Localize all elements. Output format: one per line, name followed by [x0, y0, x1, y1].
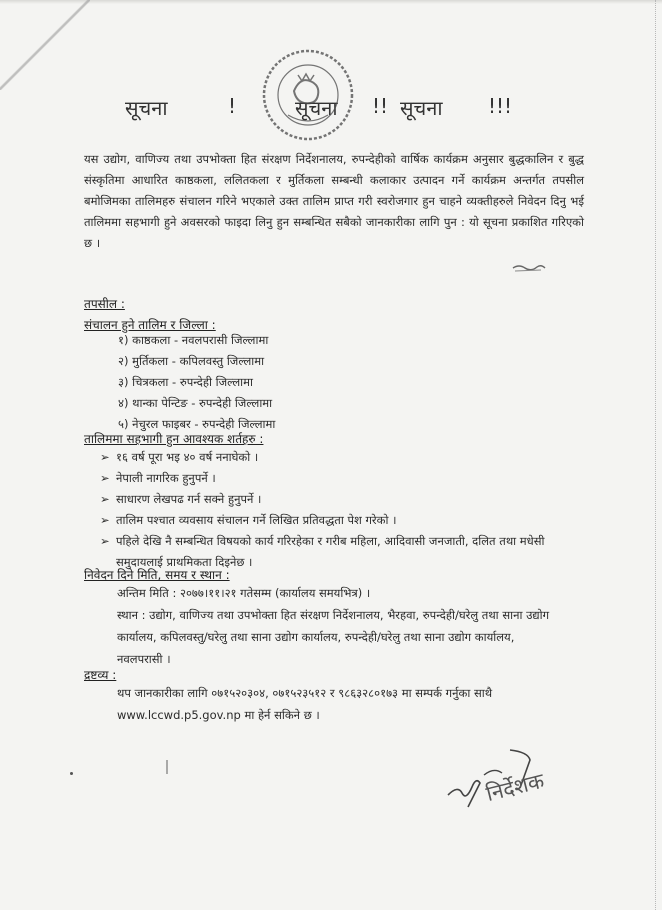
- condition-text: साधारण लेखपढ गर्न सक्ने हुनुपर्ने ।: [116, 492, 262, 506]
- note-text: थप जानकारीका लागि ०७१५२०३०४, ०७१५२३५१२ र ९८६३२८०१७३ मा सम्पर्क गर्नुका साथै www.lccwd.p5.gov.np मा हेर्न सकिने छ ।: [117, 686, 493, 722]
- office-seal-stamp: [258, 45, 358, 145]
- heading-word-3: सूचना: [400, 96, 443, 120]
- training-item: १) काष्ठकला - नवलपरासी जिल्लामा: [118, 333, 269, 347]
- bullet-arrow-icon: ➢: [100, 513, 110, 527]
- ink-scribble: [512, 263, 546, 273]
- conditions-list: [100, 447, 571, 573]
- heading-mark-1: !: [228, 94, 237, 118]
- stray-dot: [70, 772, 73, 775]
- scan-edge: [0, 0, 662, 4]
- application-label: निवेदन दिने मिति, समय र स्थान :: [84, 568, 230, 582]
- condition-item: [100, 447, 571, 468]
- condition-text: पहिले देखि नै सम्बन्धित विषयको कार्य गरिरहेका र गरीब महिला, आदिवासी जनजाती, दलित तथा मधेसी समुदायलाई प्राथमिकता दिइनेछ ।: [116, 534, 545, 569]
- intro-paragraph: यस उद्योग, वाणिज्य तथा उपभोक्ता हित संरक्षण निर्देशनालय, रुपन्देहीको वार्षिक कार्यक्रम अनुसार बुद्धकालिन र बुद्ध संस्कृतिमा आधारित काष्ठकला, ललितकला र मुर्तिकला सम्बन्धी कलाकार उत्पादन गर्ने कार्यक्रम अन्तर्गत तपसील बमोजिमका तालिमहरु संचालन गरिने भएकाले उक्त तालिम प्राप्त गरी स्वरोजगार हुन चाहने व्यक्तीहरुले निवेदन दिनु भई तालिममा सहभागी हुने अवसरको फाइदा लिनु हुन सम्बन्धित सबैको जानकारीका लागि पुन : यो सूचना प्रकाशित गरिएको छ ।: [84, 151, 584, 250]
- corner-fold-mark: [0, 0, 90, 90]
- condition-text: नेपाली नागरिक हुनुपर्ने ।: [116, 471, 216, 485]
- training-item: ५) नेचुरल फाइबर - रुपन्देही जिल्लामा: [118, 417, 276, 431]
- trainings-label: संचालन हुने तालिम र जिल्ला :: [84, 318, 216, 332]
- signature-title: निर्देशक: [483, 768, 547, 807]
- heading-mark-2: !!: [372, 94, 389, 118]
- location-text: स्थान : उद्योग, वाणिज्य तथा उपभोक्ता हित संरक्षण निर्देशनालय, भैरहवा, रुपन्देही/घरेलु तथा साना उद्योग कार्यालय, कपिलवस्तु/घरेलु तथा साना उद्योग कार्यालय, रुपन्देही/घरेलु तथा साना उद्योग कार्यालय, नवलपरासी ।: [117, 608, 550, 666]
- condition-text: १६ वर्ष पूरा भइ ४० वर्ष ननाघेको ।: [116, 450, 259, 464]
- note-label: द्रष्टव्य :: [84, 668, 117, 682]
- deadline-text: अन्तिम मिति : २०७७।११।२१ गतेसम्म (कार्यालय समयभित्र) ।: [117, 586, 371, 600]
- stray-ink-mark: [165, 760, 169, 774]
- bullet-arrow-icon: ➢: [100, 534, 110, 548]
- heading-word-2: सूचना: [295, 96, 338, 120]
- bullet-arrow-icon: ➢: [100, 450, 110, 464]
- bullet-arrow-icon: ➢: [100, 471, 110, 485]
- condition-item: [100, 489, 571, 510]
- training-item: ३) चित्रकला - रुपन्देही जिल्लामा: [118, 375, 253, 389]
- heading-word-1: सूचना: [125, 96, 168, 120]
- condition-item: [100, 510, 571, 531]
- bullet-arrow-icon: ➢: [100, 492, 110, 506]
- details-label: तपसील :: [84, 297, 125, 311]
- trainings-list: [118, 330, 275, 435]
- condition-item: [100, 468, 571, 489]
- heading-mark-3: !!!: [488, 94, 513, 118]
- page-edge-line: [654, 0, 656, 910]
- conditions-label: तालिममा सहभागी हुन आवश्यक शर्तहरु :: [84, 432, 264, 446]
- training-item: ४) थान्का पेन्टिङ - रुपन्देही जिल्लामा: [118, 396, 273, 410]
- condition-text: तालिम पश्चात व्यवसाय संचालन गर्ने लिखित प्रतिवद्धता पेश गरेको ।: [116, 513, 397, 527]
- training-item: २) मुर्तिकला - कपिलवस्तु जिल्लामा: [118, 354, 265, 368]
